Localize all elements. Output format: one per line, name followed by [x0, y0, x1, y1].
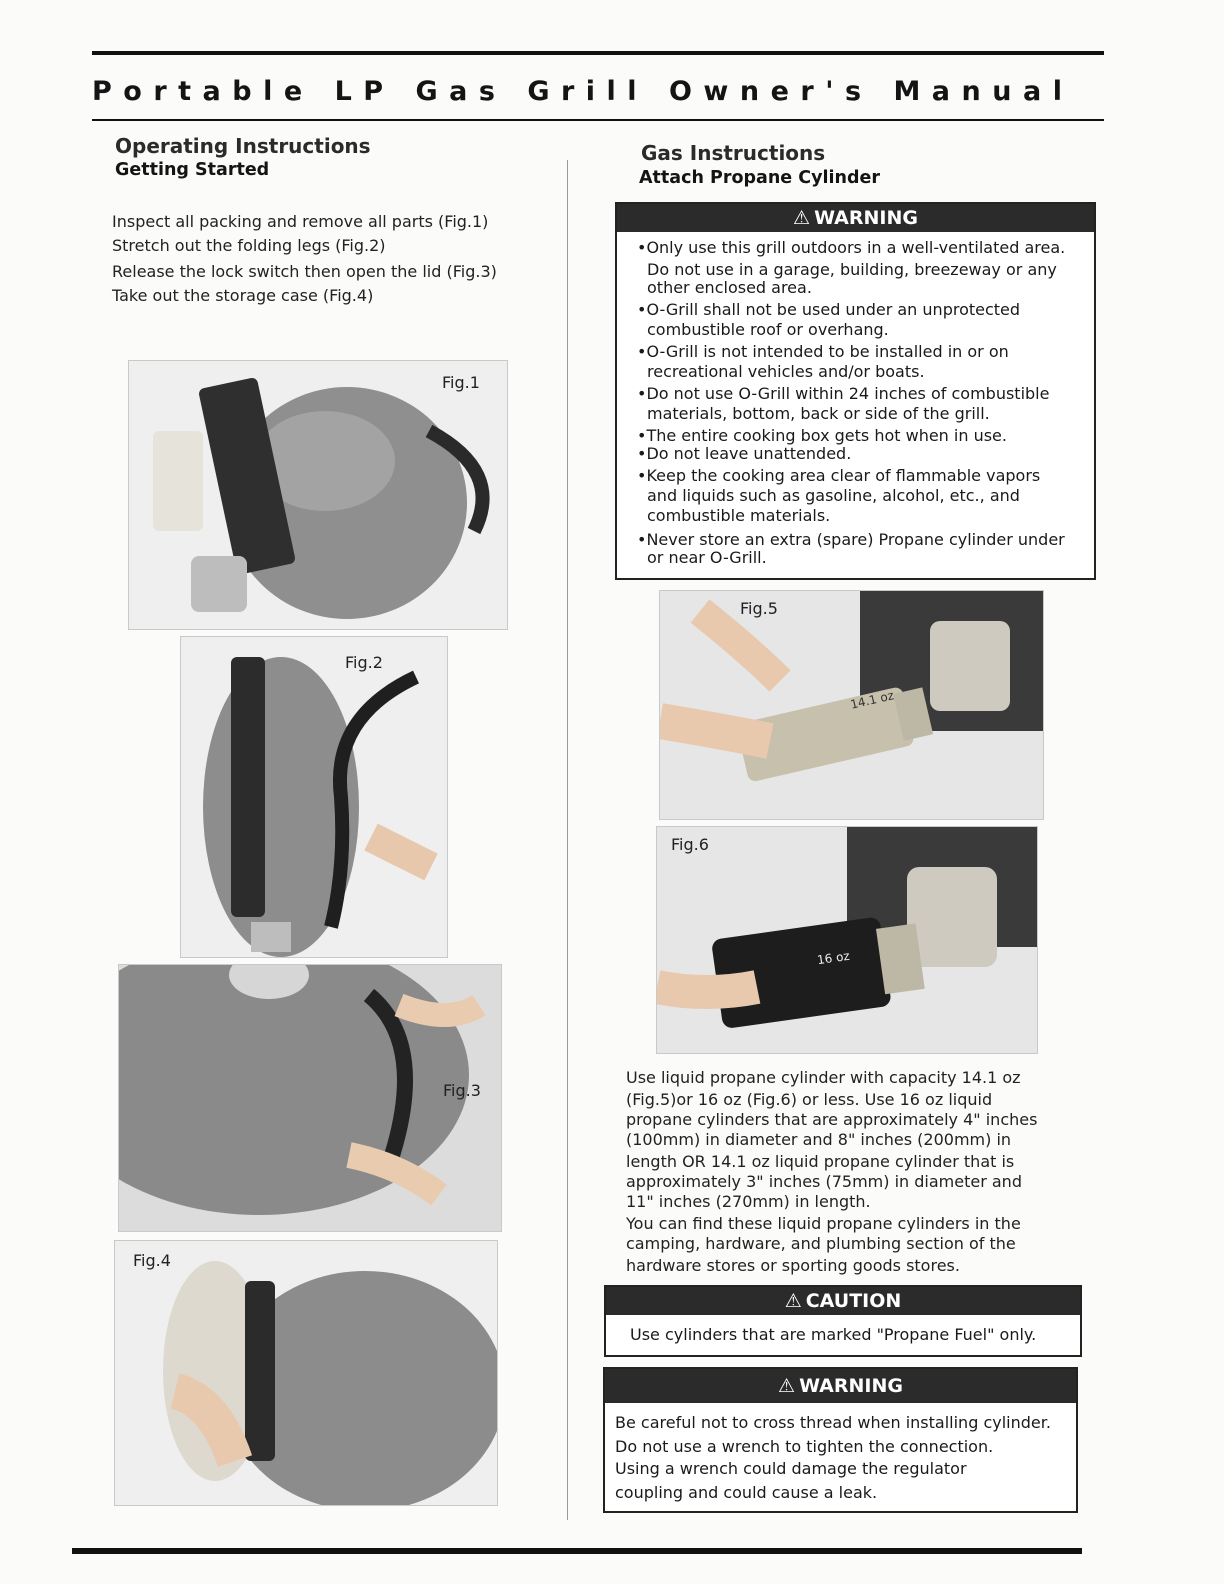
step-line: Take out the storage case (Fig.4) — [112, 286, 374, 305]
warning-line: •Never store an extra (spare) Propane cylinder under — [637, 530, 1065, 549]
paragraph-line: approximately 3" inches (75mm) in diameter and — [626, 1172, 1022, 1191]
paragraph-line: 11" inches (270mm) in length. — [626, 1192, 871, 1211]
caution-title: CAUTION — [805, 1290, 902, 1312]
paragraph-line: (Fig.5)or 16 oz (Fig.6) or less. Use 16 oz liquid — [626, 1090, 993, 1109]
figure-3-photo — [118, 964, 502, 1232]
figure-6-label: Fig.6 — [671, 835, 709, 854]
warning-line: recreational vehicles and/or boats. — [647, 362, 925, 381]
figure-2-photo — [180, 636, 448, 958]
caution-text: Use cylinders that are marked "Propane Fuel" only. — [630, 1325, 1037, 1344]
figure-5-label: Fig.5 — [740, 599, 778, 618]
figure-4-label: Fig.4 — [133, 1251, 171, 1270]
paragraph-line: propane cylinders that are approximately 4" inches — [626, 1110, 1038, 1129]
figure-1-label: Fig.1 — [442, 373, 480, 392]
warning-box-2 — [603, 1367, 1078, 1513]
warning-line: •Do not use O-Grill within 24 inches of combustible — [637, 384, 1050, 403]
figure-5-photo — [659, 590, 1044, 820]
paragraph-line: length OR 14.1 oz liquid propane cylinder that is — [626, 1152, 1015, 1171]
caution-header — [606, 1287, 1080, 1315]
warning-line: combustible materials. — [647, 506, 831, 525]
warning-header — [605, 1369, 1076, 1403]
paragraph-line: You can find these liquid propane cylinders in the — [626, 1214, 1021, 1233]
warning-line: Using a wrench could damage the regulator — [615, 1459, 967, 1478]
figure-3-label: Fig.3 — [443, 1081, 481, 1100]
figure-2-label: Fig.2 — [345, 653, 383, 672]
step-line: Stretch out the folding legs (Fig.2) — [112, 236, 386, 255]
warning-title: WARNING — [814, 207, 918, 229]
warning-triangle-icon: ⚠ — [793, 207, 811, 229]
warning-line: Be careful not to cross thread when installing cylinder. — [615, 1413, 1051, 1432]
section-title-operating: Operating Instructions — [115, 134, 371, 158]
grill-closed-illustration — [129, 361, 507, 629]
warning-box-1 — [615, 202, 1096, 580]
warning-line: combustible roof or overhang. — [647, 320, 889, 339]
figure-4-photo — [114, 1240, 498, 1506]
cylinder-label-14oz: 14.1 oz — [848, 688, 896, 712]
header-rule-bottom — [92, 119, 1104, 121]
warning-line: •Do not leave unattended. — [637, 444, 852, 463]
storage-case-illustration — [115, 1241, 497, 1505]
warning-line: •Keep the cooking area clear of flammable vapors — [637, 466, 1041, 485]
paragraph-line: Use liquid propane cylinder with capacity 14.1 oz — [626, 1068, 1021, 1087]
figure-1-photo — [128, 360, 508, 630]
paragraph-line: hardware stores or sporting goods stores. — [626, 1256, 960, 1275]
subsection-title-getting-started: Getting Started — [115, 160, 270, 180]
warning-line: coupling and could cause a leak. — [615, 1483, 878, 1502]
step-line: Inspect all packing and remove all parts (Fig.1) — [112, 212, 489, 231]
warning-line: •O-Grill is not intended to be installed in or on — [637, 342, 1009, 361]
grill-legs-illustration — [181, 637, 447, 957]
warning-line: •O-Grill shall not be used under an unprotected — [637, 300, 1021, 319]
manual-title: Portable LP Gas Grill Owner's Manual — [92, 76, 1074, 107]
warning-line: Do not use a wrench to tighten the connection. — [615, 1437, 994, 1456]
warning-title: WARNING — [799, 1375, 903, 1397]
warning-triangle-icon: ⚠ — [778, 1375, 796, 1397]
footer-rule — [72, 1548, 1082, 1554]
warning-line: and liquids such as gasoline, alcohol, etc., and — [647, 486, 1020, 505]
warning-line: or near O-Grill. — [647, 548, 767, 567]
header-rule-top — [92, 51, 1104, 55]
warning-header — [617, 204, 1094, 232]
warning-line: Do not use in a garage, building, breezeway or any — [647, 260, 1057, 279]
step-line: Release the lock switch then open the lid (Fig.3) — [112, 262, 497, 281]
figure-6-photo — [656, 826, 1038, 1054]
column-divider — [567, 160, 568, 1520]
caution-box — [604, 1285, 1082, 1357]
warning-line: •Only use this grill outdoors in a well-ventilated area. — [637, 238, 1066, 257]
warning-line: materials, bottom, back or side of the grill. — [647, 404, 990, 423]
cylinder-16oz-illustration — [657, 827, 1037, 1053]
warning-line: •The entire cooking box gets hot when in use. — [637, 426, 1007, 445]
subsection-title-attach-cylinder: Attach Propane Cylinder — [639, 168, 880, 188]
cylinder-label-16oz: 16 oz — [816, 948, 851, 968]
warning-line: other enclosed area. — [647, 278, 812, 297]
section-title-gas: Gas Instructions — [641, 141, 826, 165]
warning-triangle-icon: ⚠ — [784, 1290, 802, 1312]
paragraph-line: camping, hardware, and plumbing section of the — [626, 1234, 1016, 1253]
paragraph-line: (100mm) in diameter and 8" inches (200mm) in — [626, 1130, 1012, 1149]
